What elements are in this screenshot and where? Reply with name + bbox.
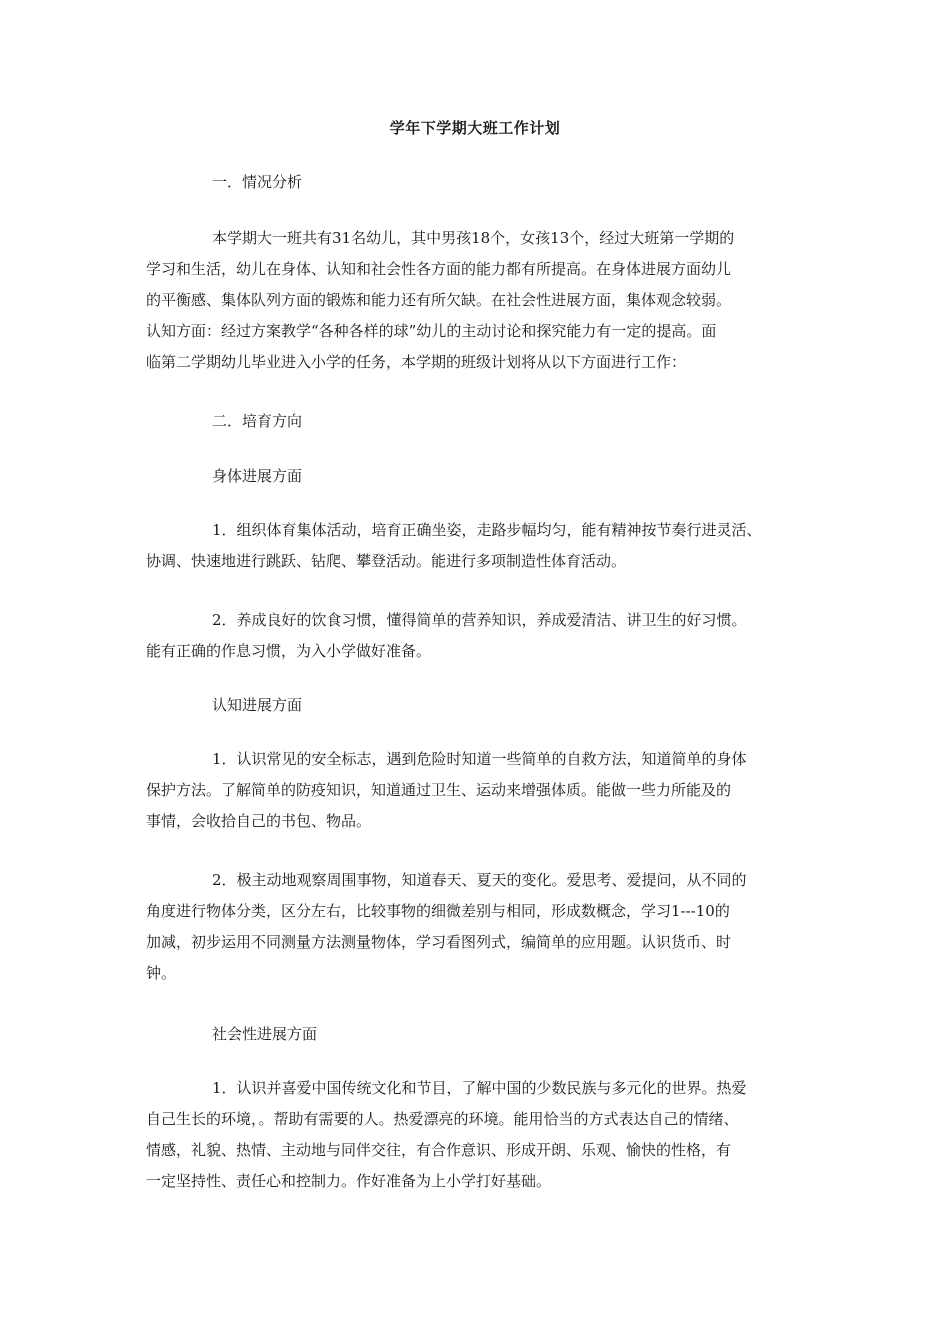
paragraph-line: 事情，会收拾自己的书包、物品。 (146, 812, 372, 830)
section-heading-direction: 二．培育方向 (212, 412, 303, 430)
paragraph-line: 临第二学期幼儿毕业进入小学的任务，本学期的班级计划将从以下方面进行工作： (146, 353, 687, 371)
subsection-heading-cognitive: 认知进展方面 (212, 696, 303, 714)
paragraph-line: 2．养成良好的饮食习惯，懂得简单的营养知识，养成爱清洁、讲卫生的好习惯。 (212, 611, 747, 629)
paragraph-cognitive-2 (146, 865, 826, 989)
paragraph-line: 钟。 (146, 964, 177, 982)
paragraph-physical-1 (146, 515, 826, 577)
paragraph-line: 能有正确的作息习惯，为入小学做好准备。 (146, 642, 432, 660)
paragraph-line: 1．认识常见的安全标志，遇到危险时知道一些简单的自救方法，知道简单的身体 (212, 750, 747, 768)
paragraph-line: 自己生长的环境，。帮助有需要的人。热爱漂亮的环境。能用恰当的方式表达自己的情绪、 (146, 1110, 739, 1128)
paragraph-line: 认知方面：经过方案教学“各种各样的球”幼儿的主动讨论和探究能力有一定的提高。面 (146, 322, 717, 340)
paragraph-line: 保护方法。了解简单的防疫知识，知道通过卫生、运动来增强体质。能做一些力所能及的 (146, 781, 732, 799)
section-heading-analysis: 一．情况分析 (212, 173, 303, 191)
paragraph-line: 1．组织体育集体活动，培育正确坐姿，走路步幅均匀，能有精神按节奏行进灵活、 (212, 521, 762, 539)
paragraph-line: 一定坚持性、责任心和控制力。作好准备为上小学打好基础。 (146, 1172, 552, 1190)
subsection-heading-physical: 身体进展方面 (212, 467, 303, 485)
paragraph-physical-2 (146, 605, 826, 667)
paragraph-line: 学习和生活，幼儿在身体、认知和社会性各方面的能力都有所提高。在身体进展方面幼儿 (146, 260, 732, 278)
paragraph-analysis (146, 223, 826, 378)
paragraph-line: 本学期大一班共有31名幼儿，其中男孩18个，女孩13个，经过大班第一学期的 (212, 229, 735, 247)
paragraph-social-1 (146, 1073, 826, 1197)
subsection-heading-social: 社会性进展方面 (212, 1025, 318, 1043)
paragraph-line: 的平衡感、集体队列方面的锻炼和能力还有所欠缺。在社会性进展方面，集体观念较弱。 (146, 291, 732, 309)
document-title: 学年下学期大班工作计划 (389, 119, 561, 137)
paragraph-line: 情感，礼貌、热情、主动地与同伴交往，有合作意识、形成开朗、乐观、愉快的性格，有 (146, 1141, 732, 1159)
paragraph-cognitive-1 (146, 744, 826, 837)
paragraph-line: 2．极主动地观察周围事物，知道春天、夏天的变化。爱思考、爱提问，从不同的 (212, 871, 747, 889)
paragraph-line: 协调、快速地进行跳跃、钻爬、攀登活动。能进行多项制造性体育活动。 (146, 552, 627, 570)
paragraph-line: 1．认识并喜爱中国传统文化和节目，了解中国的少数民族与多元化的世界。热爱 (212, 1079, 747, 1097)
paragraph-line: 加减，初步运用不同测量方法测量物体，学习看图列式，编简单的应用题。认识货币、时 (146, 933, 732, 951)
paragraph-line: 角度进行物体分类，区分左右，比较事物的细微差别与相同，形成数概念，学习1---10的 (146, 902, 730, 920)
